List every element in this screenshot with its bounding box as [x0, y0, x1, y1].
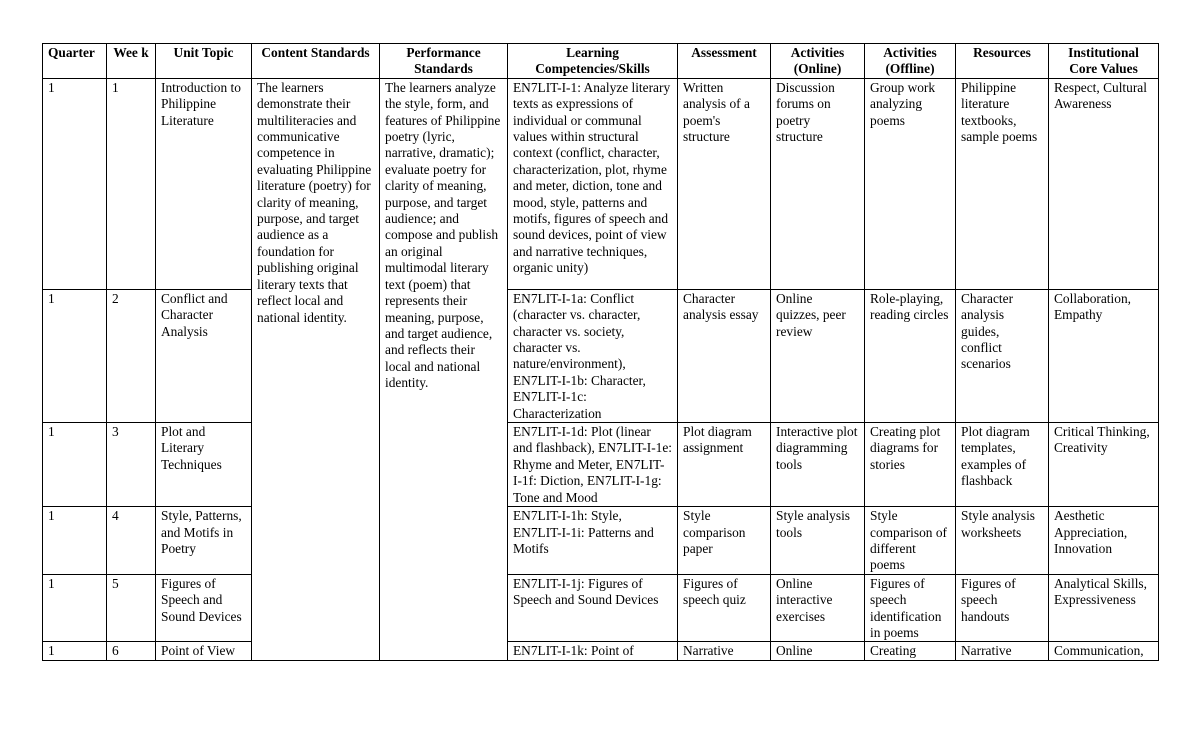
- header-row: [43, 44, 1159, 79]
- cell-quarter: 1: [43, 423, 107, 507]
- cell-week: 3: [107, 423, 156, 507]
- cell-competencies: EN7LIT-I-1j: Figures of Speech and Sound Devices: [508, 574, 678, 642]
- cell-assessment: Figures of speech quiz: [678, 574, 771, 642]
- header-quarter: Quarter: [43, 44, 107, 79]
- cell-activities-offline: Creating: [865, 642, 956, 660]
- cell-competencies: EN7LIT-I-1d: Plot (linear and flashback), EN7LIT-I-1e: Rhyme and Meter, EN7LIT-I-1f: Diction, EN7LIT-I-1g: Tone and Mood: [508, 423, 678, 507]
- cell-unit-topic: Figures of Speech and Sound Devices: [156, 574, 252, 642]
- table-row: [43, 507, 1159, 575]
- header-core-values: Institutional Core Values: [1049, 44, 1159, 79]
- cell-week: 1: [107, 78, 156, 289]
- cell-activities-offline: Figures of speech identification in poems: [865, 574, 956, 642]
- cell-core-values: Critical Thinking, Creativity: [1049, 423, 1159, 507]
- cell-resources: Character analysis guides, conflict scenarios: [956, 289, 1049, 422]
- cell-core-values: Analytical Skills, Expressiveness: [1049, 574, 1159, 642]
- header-resources: Resources: [956, 44, 1049, 79]
- table-row: [43, 289, 1159, 422]
- cell-core-values: Respect, Cultural Awareness: [1049, 78, 1159, 289]
- cell-activities-offline: Group work analyzing poems: [865, 78, 956, 289]
- cell-activities-online: Online: [771, 642, 865, 660]
- cell-assessment: Written analysis of a poem's structure: [678, 78, 771, 289]
- table-row: [43, 78, 1159, 289]
- cell-quarter: 1: [43, 78, 107, 289]
- table-row: [43, 423, 1159, 507]
- cell-unit-topic: Conflict and Character Analysis: [156, 289, 252, 422]
- header-activities-offline: Activities (Offline): [865, 44, 956, 79]
- cell-assessment: Narrative: [678, 642, 771, 660]
- cell-core-values: Communication,: [1049, 642, 1159, 660]
- cell-resources: Narrative: [956, 642, 1049, 660]
- header-content-standards: Content Standards: [252, 44, 380, 79]
- cell-content-standards: The learners demonstrate their multiliteracies and communicative competence in evaluating Philippine literature (poetry) for clarity of meaning, purpose, and target audience as a foundation for publishing original literary texts that reflect local and national identity.: [252, 78, 380, 660]
- cell-week: 6: [107, 642, 156, 660]
- header-learning-competencies: Learning Competencies/Skills: [508, 44, 678, 79]
- cell-activities-online: Online interactive exercises: [771, 574, 865, 642]
- cell-unit-topic: Style, Patterns, and Motifs in Poetry: [156, 507, 252, 575]
- header-assessment: Assessment: [678, 44, 771, 79]
- table-row: [43, 574, 1159, 642]
- cell-activities-offline: Role-playing, reading circles: [865, 289, 956, 422]
- cell-performance-standards: The learners analyze the style, form, and features of Philippine poetry (lyric, narrative, dramatic); evaluate poetry for clarity of meaning, purpose, and target audience; and compose and publish an original multimodal literary text (poem) that represents their meaning, purpose, and target audience, and reflects their local and national identity.: [380, 78, 508, 660]
- cell-activities-offline: Creating plot diagrams for stories: [865, 423, 956, 507]
- cell-resources: Figures of speech handouts: [956, 574, 1049, 642]
- cell-competencies: EN7LIT-I-1: Analyze literary texts as expressions of individual or communal values within structural context (conflict, character, characterization, plot, rhyme and meter, diction, tone and mood, style, patterns and motifs, figures of speech and sound devices, point of view and narrative techniques, organic unity): [508, 78, 678, 289]
- curriculum-table: [42, 43, 1159, 661]
- cell-week: 4: [107, 507, 156, 575]
- cell-activities-online: Discussion forums on poetry structure: [771, 78, 865, 289]
- cell-resources: Plot diagram templates, examples of flashback: [956, 423, 1049, 507]
- header-unit-topic: Unit Topic: [156, 44, 252, 79]
- cell-unit-topic: Point of View: [156, 642, 252, 660]
- cell-unit-topic: Introduction to Philippine Literature: [156, 78, 252, 289]
- cell-competencies: EN7LIT-I-1a: Conflict (character vs. character, character vs. society, character vs. nature/environment), EN7LIT-I-1b: Character, EN7LIT-I-1c: Characterization: [508, 289, 678, 422]
- cell-quarter: 1: [43, 642, 107, 660]
- curriculum-page: [42, 43, 1158, 661]
- cell-activities-offline: Style comparison of different poems: [865, 507, 956, 575]
- cell-competencies: EN7LIT-I-1h: Style, EN7LIT-I-1i: Patterns and Motifs: [508, 507, 678, 575]
- cell-activities-online: Interactive plot diagramming tools: [771, 423, 865, 507]
- cell-resources: Philippine literature textbooks, sample poems: [956, 78, 1049, 289]
- cell-core-values: Collaboration, Empathy: [1049, 289, 1159, 422]
- cell-activities-online: Style analysis tools: [771, 507, 865, 575]
- cell-core-values: Aesthetic Appreciation, Innovation: [1049, 507, 1159, 575]
- cell-unit-topic: Plot and Literary Techniques: [156, 423, 252, 507]
- cell-week: 5: [107, 574, 156, 642]
- cell-assessment: Character analysis essay: [678, 289, 771, 422]
- cell-competencies: EN7LIT-I-1k: Point of: [508, 642, 678, 660]
- header-performance-standards: Performance Standards: [380, 44, 508, 79]
- table-row: [43, 642, 1159, 660]
- cell-assessment: Plot diagram assignment: [678, 423, 771, 507]
- cell-assessment: Style comparison paper: [678, 507, 771, 575]
- cell-quarter: 1: [43, 507, 107, 575]
- cell-resources: Style analysis worksheets: [956, 507, 1049, 575]
- header-activities-online: Activities (Online): [771, 44, 865, 79]
- header-week: Wee k: [107, 44, 156, 79]
- cell-quarter: 1: [43, 574, 107, 642]
- cell-week: 2: [107, 289, 156, 422]
- cell-quarter: 1: [43, 289, 107, 422]
- cell-activities-online: Online quizzes, peer review: [771, 289, 865, 422]
